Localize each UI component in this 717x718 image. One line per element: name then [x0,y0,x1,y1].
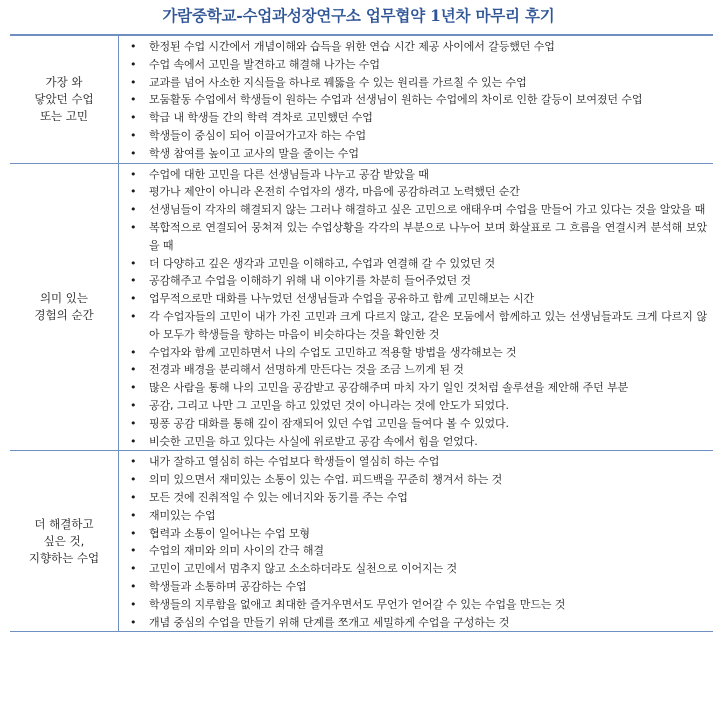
list-item: • 수업의 재미와 의미 사이의 간극 해결 [119,542,707,560]
list-item: • 모둠활동 수업에서 학생들이 원하는 수업과 선생님이 원하는 수업에의 차이로 인한 갈등이 보여졌던 수업 [119,91,707,109]
table-section [10,164,713,452]
list-item: • 핑퐁 공감 대화를 통해 깊이 잠재되어 있던 수업 고민을 들여다 볼 수 있었다. [119,415,707,433]
list-item: • 수업에 대한 고민을 다른 선생님들과 나누고 공감 받았을 때 [119,166,707,184]
section-label: 가장 와 닿았던 수업 또는 고민 [10,36,119,163]
reflection-table [10,34,713,632]
list-item: • 학생들의 지루함을 없애고 최대한 즐거우면서도 무언가 얻어갈 수 있는 수업을 만드는 것 [119,596,707,614]
list-item: • 고민이 고민에서 멈추지 않고 소소하더라도 실천으로 이어지는 것 [119,560,707,578]
list-item: • 비슷한 고민을 하고 있다는 사실에 위로받고 공감 속에서 힘을 얻었다. [119,433,707,451]
list-item: • 수업 속에서 고민을 발견하고 해결해 나가는 수업 [119,56,707,74]
list-item: • 학급 내 학생들 간의 학력 격차로 고민했던 수업 [119,109,707,127]
list-item: • 복합적으로 연결되어 뭉쳐져 있는 수업상황을 각각의 부분으로 나누어 보며 화살표로 그 흐름을 연결시켜 분석해 보았을 때 [119,219,707,255]
list-item: • 평가나 제안이 아니라 온전히 수업자의 생각, 마음에 공감하려고 노력했던 순간 [119,183,707,201]
list-item: • 재미있는 수업 [119,507,707,525]
list-item: • 한정된 수업 시간에서 개념이해와 습득을 위한 연습 시간 제공 사이에서 갈등했던 수업 [119,38,707,56]
section-item-list [119,36,713,163]
list-item: • 수업자와 함께 고민하면서 나의 수업도 고민하고 적용할 방법을 생각해보는 것 [119,344,707,362]
list-item: • 업무적으로만 대화를 나누었던 선생님들과 수업을 공유하고 함께 고민해보는 시간 [119,290,707,308]
section-label: 의미 있는 경험의 순간 [10,164,119,451]
list-item: • 내가 잘하고 열심히 하는 수업보다 학생들이 열심히 하는 수업 [119,453,707,471]
section-label: 더 해결하고 싶은 것, 지향하는 수업 [10,451,119,631]
list-item: • 모든 것에 진취적일 수 있는 에너지와 동기를 주는 수업 [119,489,707,507]
list-item: • 많은 사람을 통해 나의 고민을 공감받고 공감해주며 마치 자기 일인 것처럼 솔루션을 제안해 주던 부분 [119,379,707,397]
list-item: • 더 다양하고 깊은 생각과 고민을 이해하고, 수업과 연결해 갈 수 있었던 것 [119,255,707,273]
list-item: • 선생님들이 각자의 해결되지 않는 그러나 해결하고 싶은 고민으로 애태우며 수업을 만들어 가고 있다는 것을 알았을 때 [119,201,707,219]
list-item: • 협력과 소통이 일어나는 수업 모형 [119,525,707,543]
list-item: • 학생들과 소통하며 공감하는 수업 [119,578,707,596]
document-title: 가람중학교-수업과성장연구소 업무협약 1년차 마무리 후기 [162,6,555,25]
section-item-list [119,451,713,631]
list-item: • 교과를 넘어 사소한 지식들을 하나로 꿰뚫을 수 있는 원리를 가르칠 수 있는 수업 [119,74,707,92]
list-item: • 학생들이 중심이 되어 이끌어가고자 하는 수업 [119,127,707,145]
list-item: • 의미 있으면서 재미있는 소통이 있는 수업. 피드백을 꾸준히 챙겨서 하는 것 [119,471,707,489]
list-item: • 개념 중심의 수업을 만들기 위해 단계를 쪼개고 세밀하게 수업을 구성하는 것 [119,614,707,632]
table-section [10,36,713,164]
list-item: • 전경과 배경을 분리해서 선명하게 만든다는 것을 조금 느끼게 된 것 [119,361,707,379]
list-item: • 학생 참여를 높이고 교사의 말을 줄이는 수업 [119,145,707,163]
list-item: • 공감, 그리고 나만 그 고민을 하고 있었던 것이 아니라는 것에 안도가 되었다. [119,397,707,415]
table-section [10,451,713,632]
list-item: • 각 수업자들의 고민이 내가 가진 고민과 크게 다르지 않고, 같은 모둠에서 함께하고 있는 선생님들과도 크게 다르지 않아 모두가 학생들을 향하는 마음이 비슷하다는 것을 확인한 것 [119,308,707,344]
list-item: • 공감해주고 수업을 이해하기 위해 내 이야기를 차분히 들어주었던 것 [119,272,707,290]
section-item-list [119,164,713,451]
